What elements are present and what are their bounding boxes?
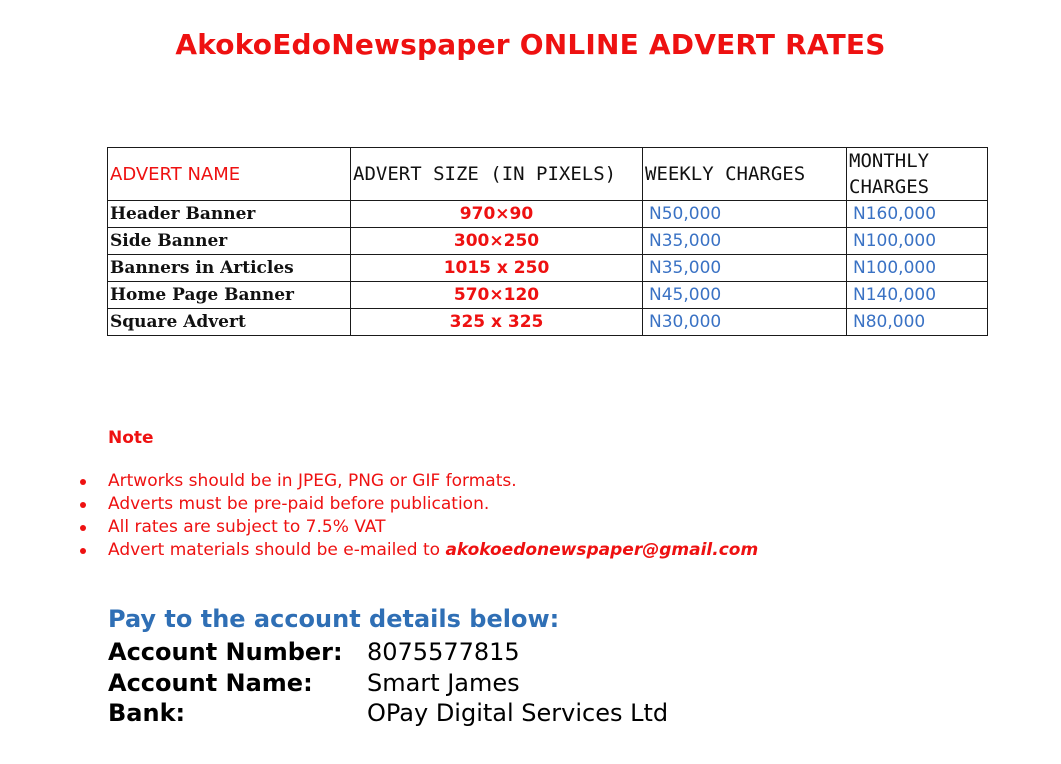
advert-size-cell: 570×120 — [351, 282, 643, 309]
column-header-advert-size: ADVERT SIZE (IN PIXELS) — [351, 148, 643, 201]
weekly-charge-cell: N30,000 — [643, 309, 847, 336]
column-header-weekly-charges: WEEKLY CHARGES — [643, 148, 847, 201]
column-header-advert-name: ADVERT NAME — [108, 148, 351, 201]
monthly-charge-cell: N80,000 — [847, 309, 988, 336]
monthly-charge-cell: N160,000 — [847, 201, 988, 228]
note-heading: Note — [108, 428, 154, 448]
bank-value: OPay Digital Services Ltd — [367, 699, 669, 727]
page-title: AkokoEdoNewspaper ONLINE ADVERT RATES — [175, 28, 886, 61]
weekly-charge-cell: N45,000 — [643, 282, 847, 309]
note-text: Advert materials should be e-mailed to — [108, 540, 446, 560]
weekly-charge-cell: N35,000 — [643, 255, 847, 282]
advert-name-cell: Header Banner — [108, 201, 351, 228]
advert-name-cell: Banners in Articles — [108, 255, 351, 282]
account-number-label: Account Number: — [108, 638, 343, 666]
list-item — [80, 516, 758, 539]
advert-size-cell: 1015 x 250 — [351, 255, 643, 282]
advert-size-cell: 300×250 — [351, 228, 643, 255]
list-item — [80, 539, 758, 562]
note-text: Adverts must be pre-paid before publication. — [108, 494, 490, 514]
weekly-charge-cell: N50,000 — [643, 201, 847, 228]
table-row — [108, 228, 988, 255]
bullet-icon — [80, 479, 86, 485]
notes-list — [80, 470, 758, 562]
note-text: All rates are subject to 7.5% VAT — [108, 517, 386, 537]
bullet-icon — [80, 548, 86, 554]
monthly-charge-cell: N100,000 — [847, 255, 988, 282]
advert-name-cell: Square Advert — [108, 309, 351, 336]
bank-label: Bank: — [108, 699, 186, 727]
advert-rates-table — [107, 147, 988, 336]
weekly-charge-cell: N35,000 — [643, 228, 847, 255]
table-row — [108, 255, 988, 282]
advert-size-cell: 325 x 325 — [351, 309, 643, 336]
monthly-charge-cell: N140,000 — [847, 282, 988, 309]
monthly-charge-cell: N100,000 — [847, 228, 988, 255]
account-number-value: 8075577815 — [367, 638, 520, 666]
note-text: Artworks should be in JPEG, PNG or GIF formats. — [108, 471, 517, 491]
email-address: akokoedonewspaper@gmail.com — [445, 540, 759, 560]
bullet-icon — [80, 502, 86, 508]
table-row — [108, 201, 988, 228]
list-item — [80, 470, 758, 493]
payment-heading: Pay to the account details below: — [108, 605, 560, 633]
advert-size-cell: 970×90 — [351, 201, 643, 228]
account-name-label: Account Name: — [108, 669, 313, 697]
account-name-value: Smart James — [367, 669, 520, 697]
bullet-icon — [80, 525, 86, 531]
column-header-monthly-charges: MONTHLY CHARGES — [847, 148, 988, 201]
advert-name-cell: Side Banner — [108, 228, 351, 255]
table-header-row — [108, 148, 988, 201]
table-row — [108, 282, 988, 309]
table-row — [108, 309, 988, 336]
advert-name-cell: Home Page Banner — [108, 282, 351, 309]
list-item — [80, 493, 758, 516]
